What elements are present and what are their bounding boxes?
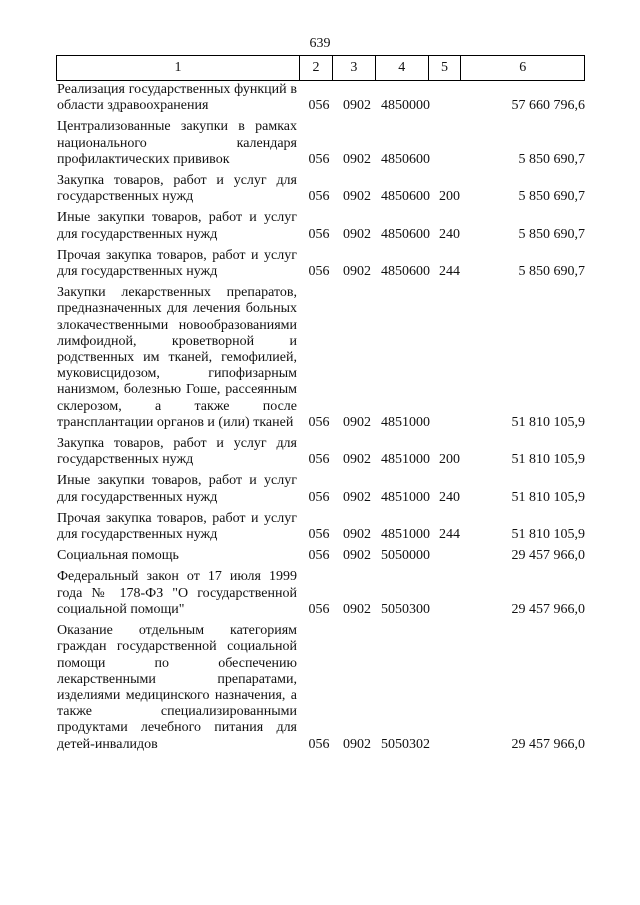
table-row [57,623,585,753]
row-vr: 200 [439,189,460,205]
row-name: Закупка товаров, работ и услуг для государственных нужд [57,173,297,205]
row-sum: 5 850 690,7 [518,264,585,280]
row-cs: 4851000 [381,489,430,505]
row-sum: 29 457 966,0 [511,601,585,617]
row-vr: 240 [439,226,460,242]
row-rz: 0902 [343,548,371,564]
table-row [57,173,585,205]
row-cs: 4850600 [381,189,430,205]
header-col-1: 1 [57,56,300,80]
table-row [57,548,585,564]
row-ved: 056 [308,489,330,505]
table-body [57,82,585,755]
row-ved: 056 [308,736,330,752]
row-vr: 244 [439,264,460,280]
row-sum: 57 660 796,6 [511,98,585,114]
table-row [57,511,585,543]
row-name: Иные закупки товаров, работ и услуг для государственных нужд [57,473,297,505]
row-rz: 0902 [343,264,371,280]
row-rz: 0902 [343,151,371,167]
row-vr: 240 [439,489,460,505]
row-cs: 4850600 [381,151,430,167]
row-ved: 056 [308,414,330,430]
table-row [57,473,585,505]
row-name: Социальная помощь [57,548,179,564]
row-sum: 29 457 966,0 [511,548,585,564]
row-name: Закупки лекарственных препаратов, предназначенных для лечения больных злокачественными новообразованиями лимфоидной, кроветворной и родственных им тканей, гемофилией, муковисцидозом, гипофизарным нанизмом, болезнью Гоше, рассеянным склерозом, а также после трансплантации органов и (или) тканей [57,285,297,430]
row-name: Прочая закупка товаров, работ и услуг для государственных нужд [57,247,297,280]
row-sum: 5 850 690,7 [518,151,585,167]
table-row [57,248,585,280]
row-sum: 51 810 105,9 [511,489,585,505]
row-cs: 5050300 [381,601,430,617]
row-sum: 51 810 105,9 [511,452,585,468]
table-row [57,119,585,168]
row-ved: 056 [308,189,330,205]
table-row [57,569,585,618]
row-name: Оказание отдельным категориям граждан государственной социальной помощи по обеспечению лекарственными препаратами, изделиями медицинского назначения, а также специализированными продуктами лечебного питания для детей-инвалидов [57,623,297,752]
header-col-4: 4 [376,56,429,80]
row-rz: 0902 [343,226,371,242]
row-sum: 51 810 105,9 [511,527,585,543]
row-sum: 5 850 690,7 [518,189,585,205]
row-ved: 056 [308,527,330,543]
table-row [57,285,585,431]
row-vr: 200 [439,452,460,468]
row-ved: 056 [308,151,330,167]
row-rz: 0902 [343,189,371,205]
header-col-5: 5 [429,56,462,80]
row-rz: 0902 [343,489,371,505]
row-rz: 0902 [343,601,371,617]
row-ved: 056 [308,548,330,564]
row-ved: 056 [308,98,330,114]
row-cs: 5050302 [381,736,430,752]
row-sum: 51 810 105,9 [511,414,585,430]
row-cs: 4851000 [381,452,430,468]
table-header [56,55,585,81]
row-name: Иные закупки товаров, работ и услуг для государственных нужд [57,210,297,242]
row-cs: 4851000 [381,414,430,430]
header-col-3: 3 [333,56,376,80]
row-rz: 0902 [343,527,371,543]
row-sum: 5 850 690,7 [518,226,585,242]
header-col-2: 2 [300,56,333,80]
row-vr: 244 [439,527,460,543]
row-ved: 056 [308,601,330,617]
row-rz: 0902 [343,736,371,752]
table-row [57,210,585,242]
row-name: Централизованные закупки в рамках национального календаря профилактических прививок [57,119,297,167]
row-ved: 056 [308,452,330,468]
row-cs: 4850000 [381,98,430,114]
row-name: Федеральный закон от 17 июля 1999 года № 178-ФЗ "О государственной социальной помощи" [57,569,297,617]
row-sum: 29 457 966,0 [511,736,585,752]
row-cs: 5050000 [381,548,430,564]
row-ved: 056 [308,226,330,242]
row-ved: 056 [308,264,330,280]
row-cs: 4851000 [381,527,430,543]
row-rz: 0902 [343,98,371,114]
row-name: Реализация государственных функций в области здравоохранения [57,82,297,114]
row-name: Закупка товаров, работ и услуг для государственных нужд [57,436,297,468]
row-cs: 4850600 [381,264,430,280]
table-row [57,436,585,468]
row-rz: 0902 [343,414,371,430]
row-rz: 0902 [343,452,371,468]
header-col-6: 6 [519,60,527,75]
table-row [57,82,585,114]
row-name: Прочая закупка товаров, работ и услуг для государственных нужд [57,510,297,543]
row-cs: 4850600 [381,226,430,242]
page-number: 639 [309,36,331,51]
